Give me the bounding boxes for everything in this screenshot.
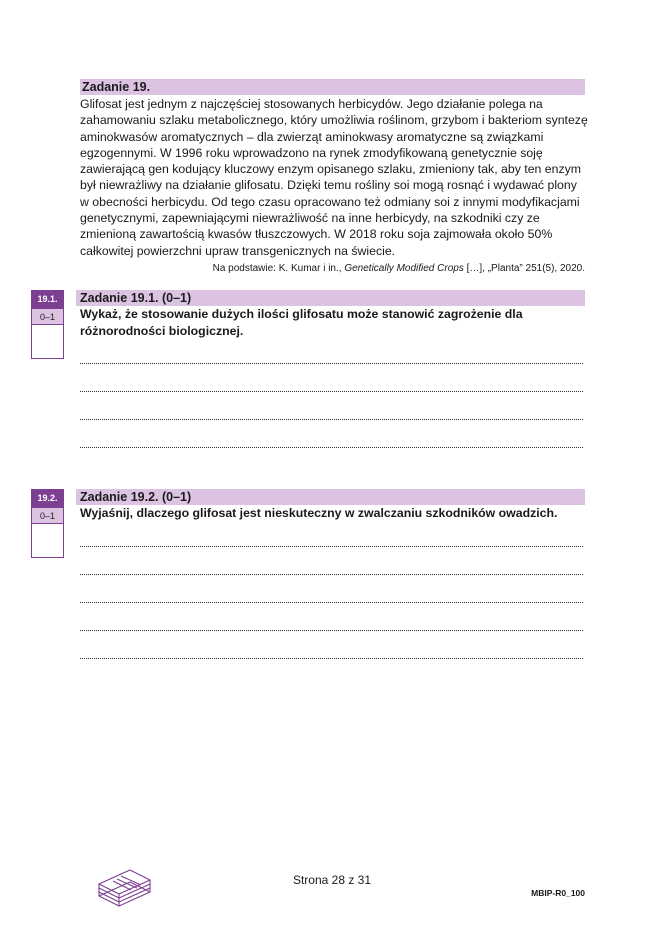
instruction-line: różnorodności biologicznej. [80,324,244,338]
intro-line: był niewrażliwy na działanie glifosatu. Dzięki temu rośliny soi mogą rosnąć i wydawać plony [80,178,577,193]
answer-line[interactable] [80,419,583,420]
max-points: 0–1 [32,507,63,524]
answer-line[interactable] [80,658,583,659]
source-citation [213,262,585,275]
intro-line: genetycznymi, zapewniającymi niewrażliwość na inne herbicydy, na szkodniki czy ze [80,211,540,226]
answer-line[interactable] [80,630,583,631]
intro-line: w obecności herbicydu. Od tego czasu opracowano też odmiany soi z innymi modyfikacjami [80,194,580,209]
answer-line[interactable] [80,546,583,547]
answer-line[interactable] [80,602,583,603]
score-field[interactable] [32,325,63,358]
intro-line: zahamowaniu szlaku metabolicznego, który umożliwia roślinom, grzybom i bakteriom syntezę [80,113,588,128]
subtask-title: Zadanie 19.1. (0–1) [76,290,585,306]
subtask-instruction [80,505,585,522]
intro-line: aminokwasów aromatycznych – dla zwierząt aminokwasy aromatyczne są związkami [80,129,544,144]
instruction-line: Wykaż, że stosowanie dużych ilości glifosatu może stanowić zagrożenie dla [80,307,523,321]
intro-line: zmienioną zawartością kwasów tłuszczowych. W 2018 roku soja zajmowała około 50% [80,227,553,242]
answer-line[interactable] [80,391,583,392]
score-box-19-2 [31,489,64,558]
subtask-title: Zadanie 19.2. (0–1) [76,489,585,505]
intro-line: egzogennymi. W 1996 roku wprowadzono na rynek zmodyfikowaną genetycznie soję [80,145,543,160]
intro-line: całkowitej powierzchni upraw transgenicznych na świecie. [80,243,396,258]
answer-line[interactable] [80,363,583,364]
instruction-line: Wyjaśnij, dlaczego glifosat jest nieskuteczny w zwalczaniu szkodników owadzich. [80,506,558,520]
intro-line: zawierającą gen kodujący kluczowy enzym opisanego szlaku, zmieniony tak, aby ten enzym [80,162,582,177]
task-title: Zadanie 19. [80,79,585,95]
subtask-instruction [80,306,585,340]
task-intro [80,96,588,259]
source-prefix: Na podstawie: K. Kumar i in., [212,263,345,274]
answer-line[interactable] [80,447,583,448]
intro-line: Glifosat jest jednym z najczęściej stosowanych herbicydów. Jego działanie polega na [80,97,543,111]
score-box-19-1 [31,290,64,359]
subtask-number: 19.1. [32,291,63,308]
page-number: Strona 28 z 31 [292,873,372,887]
score-field[interactable] [32,524,63,557]
max-points: 0–1 [32,308,63,325]
source-title: Genetically Modified Crops [344,263,464,274]
subtask-number: 19.2. [32,490,63,507]
answer-line[interactable] [80,574,583,575]
source-suffix: […], „Planta” 251(5), 2020. [463,263,585,274]
exam-code: MBIP-R0_100 [531,888,585,898]
